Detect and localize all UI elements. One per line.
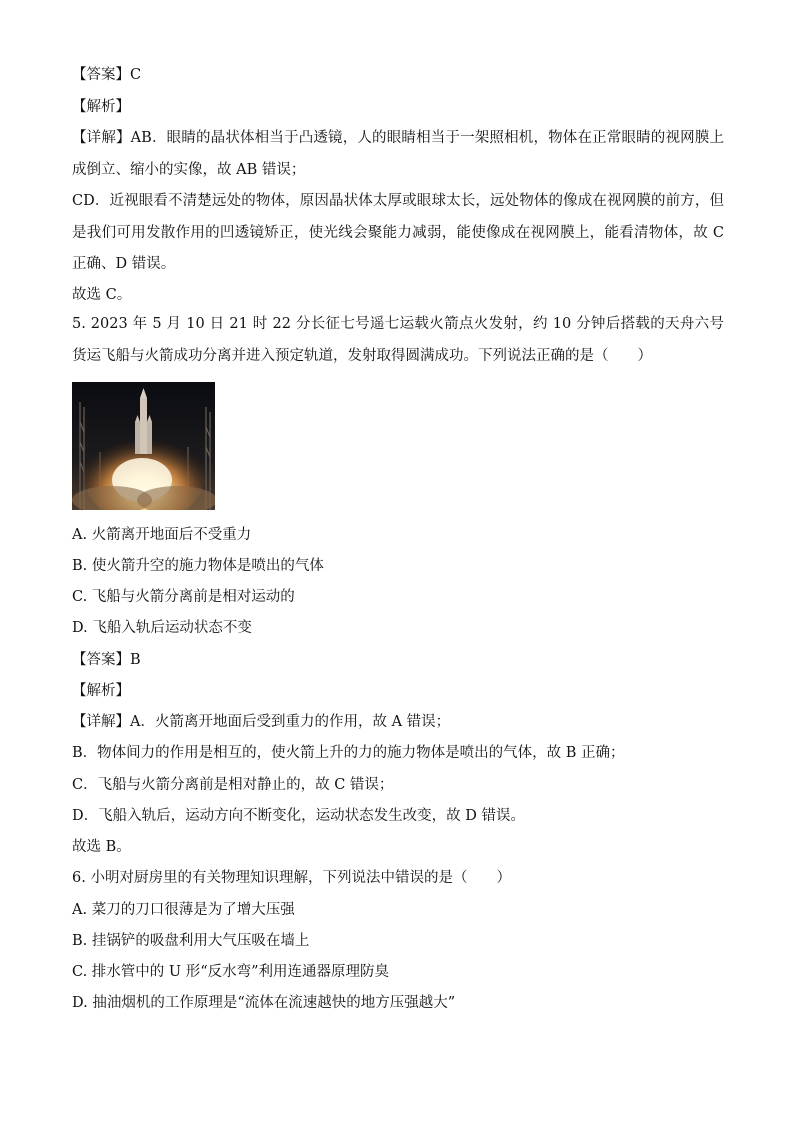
q5-detail-a: 【详解】A．火箭离开地面后受到重力的作用，故 A 错误； bbox=[72, 714, 451, 730]
rocket-launch-photo bbox=[72, 382, 215, 510]
q6-option-b: B. 挂锅铲的吸盘利用大气压吸在墙上 bbox=[72, 933, 310, 949]
rocket-launch-image bbox=[72, 382, 215, 510]
q4-answer: 【答案】C bbox=[72, 67, 142, 83]
q4-analysis-label: 【解析】 bbox=[72, 99, 130, 115]
q6-option-d: D. 抽油烟机的工作原理是“流体在流速越快的地方压强越大” bbox=[72, 995, 456, 1011]
q6-option-c: C. 排水管中的 U 形“反水弯”利用连通器原理防臭 bbox=[72, 964, 390, 980]
q5-option-d: D. 飞船入轨后运动状态不变 bbox=[72, 620, 252, 636]
q6-option-a: A. 菜刀的刀口很薄是为了增大压强 bbox=[72, 902, 295, 918]
q5-option-b: B. 使火箭升空的施力物体是喷出的气体 bbox=[72, 558, 324, 574]
q5-detail-d: D．飞船入轨后，运动方向不断变化，运动状态发生改变，故 D 错误。 bbox=[72, 808, 525, 824]
q6-question: 6. 小明对厨房里的有关物理知识理解，下列说法中错误的是（ ） bbox=[72, 870, 511, 886]
q5-detail-c: C．飞船与火箭分离前是相对静止的，故 C 错误； bbox=[72, 777, 394, 793]
q5-detail-b: B．物体间力的作用是相互的，使火箭上升的力的施力物体是喷出的气体，故 B 正确； bbox=[72, 745, 625, 761]
q5-option-a: A. 火箭离开地面后不受重力 bbox=[72, 527, 252, 543]
q4-conclusion: 故选 C。 bbox=[72, 287, 132, 303]
q4-detail-ab: 【详解】AB．眼睛的晶状体相当于凸透镜，人的眼睛相当于一架照相机，物体在正常眼睛的视网膜上成倒立、缩小的实像，故 AB 错误； bbox=[72, 130, 724, 178]
q5-answer: 【答案】B bbox=[72, 652, 141, 668]
q5-conclusion: 故选 B。 bbox=[72, 839, 131, 855]
q5-question: 5. 2023 年 5 月 10 日 21 时 22 分长征七号遥七运载火箭点火发射，约 10 分钟后搭载的天舟六号货运飞船与火箭成功分离并进入预定轨道，发射取得圆满成功。下列说法正确的是（ ） bbox=[72, 316, 724, 364]
q5-option-c: C. 飞船与火箭分离前是相对运动的 bbox=[72, 589, 295, 605]
q5-analysis-label: 【解析】 bbox=[72, 683, 130, 699]
q4-detail-cd: CD．近视眼看不清楚远处的物体，原因晶状体太厚或眼球太长，远处物体的像成在视网膜的前方，但是我们可用发散作用的凹透镜矫正，使光线会聚能力减弱，能使像成在视网膜上，能看清物体，故 C 正确、D 错误。 bbox=[72, 193, 724, 272]
